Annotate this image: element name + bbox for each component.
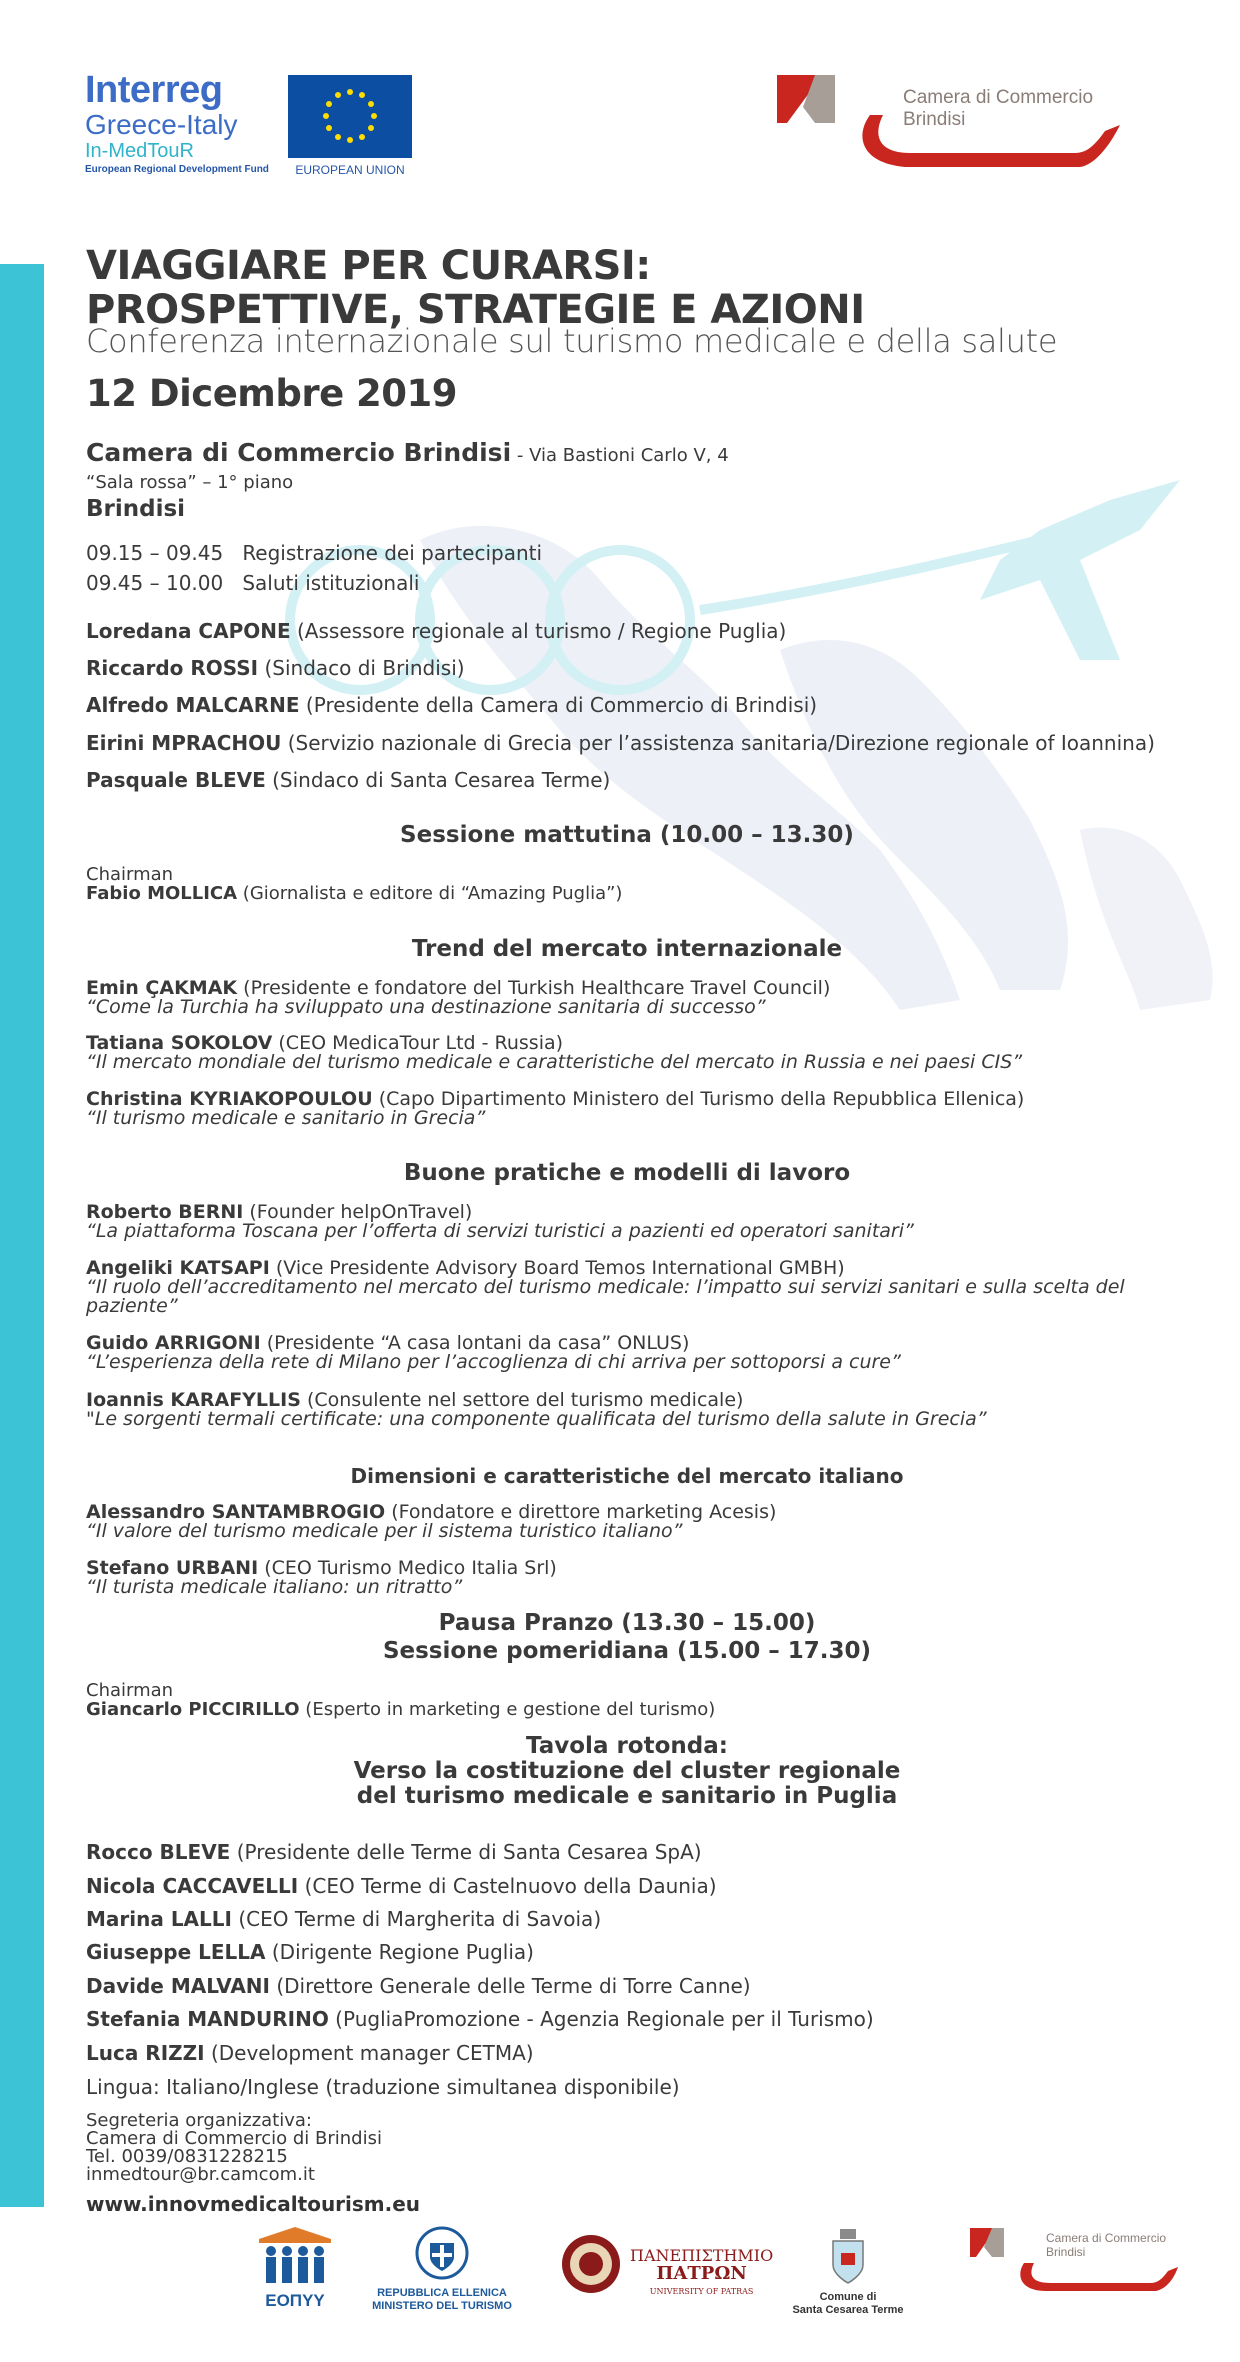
interreg-title: Interreg	[85, 69, 223, 111]
schedule-item: 09.45 – 10.00 Saluti istituzionali	[86, 571, 420, 595]
footer-camera-commercio-logo: Camera di Commercio Brindisi	[966, 2225, 1180, 2325]
greeting-speaker: Eirini MPRACHOU (Servizio nazionale di Grecia per l’assistenza sanitaria/Direzione regionale of Ioannina)	[86, 731, 1155, 755]
eu-label: EUROPEAN UNION	[295, 163, 405, 177]
event-date: 12 Dicembre 2019	[86, 372, 458, 415]
lunch-break-heading: Pausa Pranzo (13.30 – 15.00)	[438, 1610, 816, 1636]
venue-room: “Sala rossa” – 1° piano	[86, 472, 294, 493]
talk-item: Roberto BERNI (Founder helpOnTravel) “La piattaforma Toscana per l’offerta di servizi turistici a pazienti ed operatori sanitari”	[86, 1201, 914, 1242]
afternoon-session-heading: Sessione pomeridiana (15.00 – 17.30)	[382, 1638, 872, 1664]
page-title: VIAGGIARE PER CURARSI: PROSPETTIVE, STRATEGIE E AZIONI	[86, 243, 865, 333]
accent-side-bar	[0, 264, 44, 2207]
university-patras-logo: ΠΑΝΕΠΙΣΤΗΜΙΟ ΠΑΤΡΩΝ UNIVERSITY OF PATRAS	[560, 2225, 750, 2325]
panel-speaker: Davide MALVANI (Direttore Generale delle Terme di Torre Canne)	[86, 1974, 751, 1998]
chairman-label: Chairman	[86, 864, 174, 885]
dimensioni-heading: Dimensioni e caratteristiche del mercato italiano	[350, 1464, 904, 1488]
municipal-coat-of-arms-icon	[773, 2225, 923, 2287]
talk-item: Tatiana SOKOLOV (CEO MedicaTour Ltd - Russia) “Il mercato mondiale del turismo medicale e caratteristiche del mercato in Russia e nei paesi CIS”	[86, 1032, 1023, 1073]
round-table-heading: Tavola rotonda: Verso la costituzione del cluster regionale del turismo medicale e sanitario in Puglia	[353, 1733, 901, 1809]
greeting-speaker: Loredana CAPONE (Assessore regionale al turismo / Regione Puglia)	[86, 619, 787, 643]
greeting-speaker: Pasquale BLEVE (Sindaco di Santa Cesarea Terme)	[86, 768, 611, 792]
panel-speaker: Nicola CACCAVELLI (CEO Terme di Castelnuovo della Daunia)	[86, 1874, 717, 1898]
university-seal-icon	[560, 2233, 622, 2295]
comune-santa-cesarea-logo: Comune di Santa Cesarea Terme	[773, 2225, 923, 2325]
venue-city: Brindisi	[86, 496, 186, 522]
talk-item: Emin ÇAKMAK (Presidente e fondatore del Turkish Healthcare Travel Council) “Come la Turchia ha sviluppato una destinazione sanitaria di successo”	[86, 977, 831, 1018]
buone-pratiche-heading: Buone pratiche e modelli di lavoro	[403, 1160, 851, 1186]
panel-speaker: Marina LALLI (CEO Terme di Margherita di Savoia)	[86, 1907, 602, 1931]
panel-speaker: Luca RIZZI (Development manager CETMA)	[86, 2041, 534, 2065]
greeting-speaker: Riccardo ROSSI (Sindaco di Brindisi)	[86, 656, 465, 680]
organizer-email[interactable]: inmedtour@br.camcom.it	[86, 2164, 315, 2185]
panel-speaker: Stefania MANDURINO (PugliaPromozione - Agenzia Regionale per il Turismo)	[86, 2007, 874, 2031]
website-link[interactable]: www.innovmedicaltourism.eu	[86, 2192, 421, 2216]
morning-session-heading: Sessione mattutina (10.00 – 13.30)	[400, 822, 854, 848]
interreg-program: Greece-Italy	[85, 109, 238, 140]
interreg-project: In-MedTouR	[85, 140, 194, 162]
venue-line	[86, 438, 729, 467]
camera-commercio-name: Camera di Commercio Brindisi	[903, 87, 1094, 130]
panel-speaker: Giuseppe LELLA (Dirigente Regione Puglia)	[86, 1940, 534, 1964]
greek-emblem-icon	[372, 2225, 512, 2283]
organizer-contact: Segreteria organizzativa: Camera di Commercio di Brindisi Tel. 0039/0831228215 inmedtour@br.camcom.it	[86, 2110, 382, 2185]
trend-heading: Trend del mercato internazionale	[411, 936, 843, 962]
venue-name: Camera di Commercio Brindisi	[86, 438, 512, 467]
chairman: Fabio MOLLICA (Giornalista e editore di “Amazing Puglia”)	[86, 883, 623, 904]
schedule-item: 09.15 – 09.45 Registrazione dei partecipanti	[86, 541, 543, 565]
talk-item: Christina KYRIAKOPOULOU (Capo Dipartimento Ministero del Turismo della Repubblica Ellenica) “Il turismo medicale e sanitario in Grecia”	[86, 1088, 1025, 1129]
language-note: Lingua: Italiano/Inglese (traduzione simultanea disponibile)	[86, 2075, 680, 2099]
eopyy-people-icon	[255, 2225, 335, 2287]
chairman-label: Chairman	[86, 1680, 174, 1701]
talk-item: Stefano URBANI (CEO Turismo Medico Italia Srl) “Il turista medicale italiano: un ritratto”	[86, 1557, 557, 1598]
talk-item: Guido ARRIGONI (Presidente “A casa lontani da casa” ONLUS) “L’esperienza della rete di Milano per l’accoglienza di chi arriva per sottoporsi a cure”	[86, 1332, 901, 1373]
talk-item: Ioannis KARAFYLLIS (Consulente nel settore del turismo medicale) "Le sorgenti termali certificate: una componente qualificata del turismo della salute in Grecia”	[86, 1389, 987, 1430]
ministero-turismo-logo: REPUBBLICA ELLENICA MINISTERO DEL TURISMO	[372, 2225, 512, 2325]
interreg-logo	[85, 70, 285, 180]
panel-speaker: Rocco BLEVE (Presidente delle Terme di Santa Cesarea SpA)	[86, 1840, 702, 1864]
chairman: Giancarlo PICCIRILLO (Esperto in marketing e gestione del turismo)	[86, 1699, 716, 1720]
interreg-fund: European Regional Development Fund	[85, 164, 269, 175]
talk-item: Angeliki KATSAPI (Vice Presidente Advisory Board Temos International GMBH) “Il ruolo dell’accreditamento nel mercato del turismo medicale: l’impatto sui servizi sanitari e sulla scelta del paziente”	[86, 1257, 1125, 1317]
page-subtitle: Conferenza internazionale sul turismo medicale e della salute	[86, 322, 1058, 360]
talk-item: Alessandro SANTAMBROGIO (Fondatore e direttore marketing Acesis) “Il valore del turismo medicale per il sistema turistico italiano”	[86, 1501, 777, 1542]
eopyy-logo: ΕΟΠΥΥ	[255, 2225, 335, 2325]
eu-flag-icon	[288, 75, 412, 158]
greeting-speaker: Alfredo MALCARNE (Presidente della Camera di Commercio di Brindisi)	[86, 693, 818, 717]
venue-address: - Via Bastioni Carlo V, 4	[511, 445, 729, 466]
